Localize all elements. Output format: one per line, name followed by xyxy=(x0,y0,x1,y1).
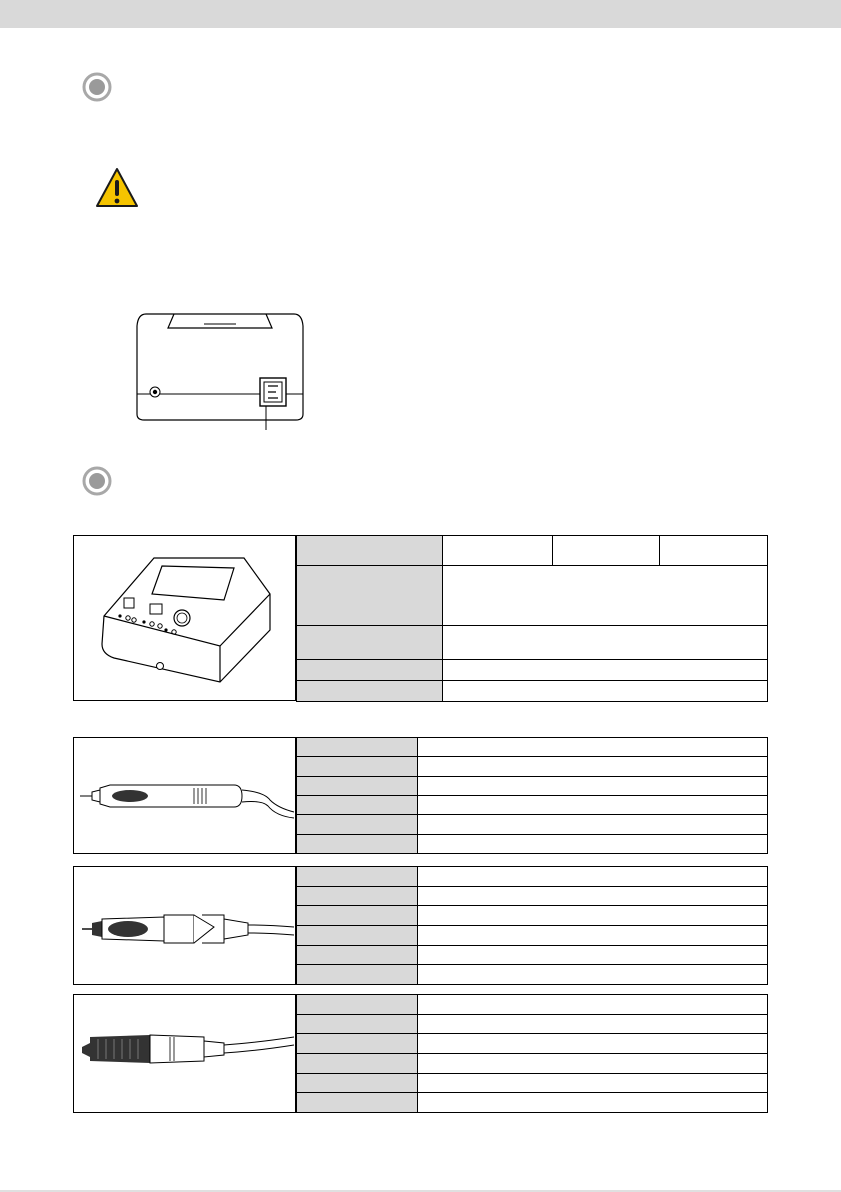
spec-label-cell xyxy=(297,867,418,887)
table-row xyxy=(297,1034,768,1054)
spec-label-cell xyxy=(297,660,443,681)
spec-label-cell xyxy=(297,626,443,660)
table-row xyxy=(297,906,768,926)
spec-label-cell xyxy=(297,776,418,795)
device-rear-illustration xyxy=(134,306,306,436)
spec-value-cell xyxy=(418,867,768,887)
spec-value-cell xyxy=(418,1014,768,1034)
spec-value-cell xyxy=(443,566,768,626)
spec-value-cell xyxy=(418,886,768,906)
spec-label-cell xyxy=(297,925,418,945)
spec-value-cell xyxy=(443,626,768,660)
spec-label-cell xyxy=(297,1014,418,1034)
control-unit-image xyxy=(73,535,296,701)
table-row xyxy=(297,995,768,1015)
spec-value-cell xyxy=(443,681,768,702)
table-row xyxy=(297,660,768,681)
spec-label-cell xyxy=(297,906,418,926)
spec-label-cell xyxy=(297,834,418,853)
spec-value-cell xyxy=(418,776,768,795)
spec-value-cell xyxy=(418,945,768,965)
table-row xyxy=(297,1053,768,1073)
table-row xyxy=(297,965,768,985)
spec-value-cell xyxy=(418,906,768,926)
spec-label-cell xyxy=(297,965,418,985)
spec-label-cell xyxy=(297,1053,418,1073)
table-row xyxy=(297,626,768,660)
table-row xyxy=(297,834,768,853)
spec-value-cell xyxy=(418,995,768,1015)
spec-label-cell xyxy=(297,738,418,757)
spec-label-cell xyxy=(297,886,418,906)
spec-value-cell xyxy=(418,1073,768,1093)
header-bar xyxy=(0,0,841,28)
spec-label-cell xyxy=(297,945,418,965)
handpiece-3-spec-table xyxy=(296,994,768,1113)
spec-label-cell xyxy=(297,1073,418,1093)
table-row xyxy=(297,536,768,566)
spec-value-cell xyxy=(418,1093,768,1113)
spec-label-cell xyxy=(297,757,418,776)
handpiece-3-image xyxy=(73,994,296,1113)
spec-value-cell xyxy=(418,795,768,814)
spec-value-cell xyxy=(418,757,768,776)
table-row xyxy=(297,1014,768,1034)
radio-bullet-icon xyxy=(82,72,112,102)
spec-label-cell xyxy=(297,815,418,834)
handpiece-1-image xyxy=(73,737,296,854)
table-row xyxy=(297,945,768,965)
table-row xyxy=(297,776,768,795)
spec-value-cell xyxy=(418,738,768,757)
spec-label-cell xyxy=(297,536,443,566)
table-row xyxy=(297,1093,768,1113)
spec-label-cell xyxy=(297,995,418,1015)
control-unit-spec-table xyxy=(296,535,768,702)
spec-label-cell xyxy=(297,681,443,702)
spec-value-cell xyxy=(418,1034,768,1054)
table-row xyxy=(297,925,768,945)
spec-value-cell xyxy=(418,965,768,985)
table-row xyxy=(297,886,768,906)
spec-label-cell xyxy=(297,1034,418,1054)
spec-value-cell xyxy=(443,660,768,681)
radio-bullet-icon xyxy=(82,466,112,496)
table-row xyxy=(297,681,768,702)
table-row xyxy=(297,867,768,887)
spec-value-cell xyxy=(660,536,768,566)
handpiece-2-image xyxy=(73,866,296,985)
spec-value-cell xyxy=(418,815,768,834)
handpiece-1-spec-table xyxy=(296,737,768,854)
spec-label-cell xyxy=(297,1093,418,1113)
spec-value-cell xyxy=(418,925,768,945)
table-row xyxy=(297,738,768,757)
table-row xyxy=(297,566,768,626)
table-row xyxy=(297,795,768,814)
spec-value-cell xyxy=(418,834,768,853)
table-row xyxy=(297,815,768,834)
spec-value-cell xyxy=(418,1053,768,1073)
spec-label-cell xyxy=(297,795,418,814)
warning-triangle-icon xyxy=(95,166,139,210)
spec-value-cell xyxy=(443,536,553,566)
handpiece-2-spec-table xyxy=(296,866,768,985)
spec-value-cell xyxy=(553,536,660,566)
table-row xyxy=(297,1073,768,1093)
spec-label-cell xyxy=(297,566,443,626)
table-row xyxy=(297,757,768,776)
